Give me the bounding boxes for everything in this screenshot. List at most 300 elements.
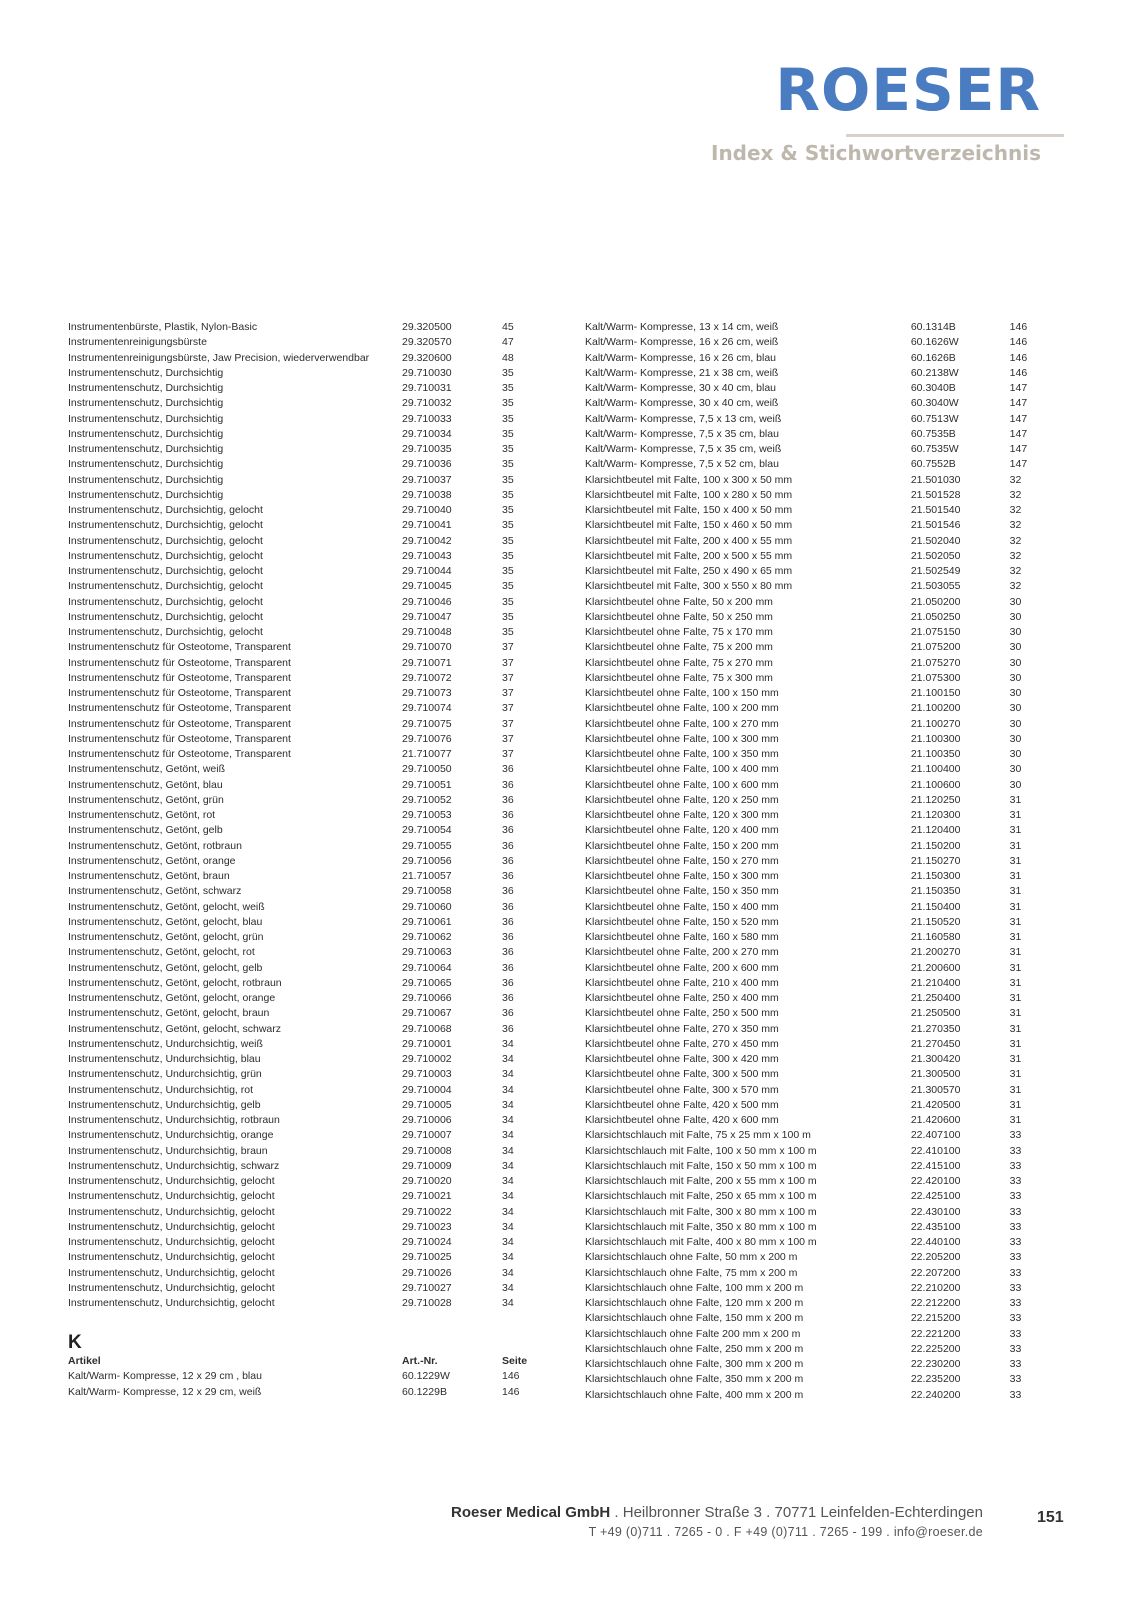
- article-number: 60.1229W: [402, 1370, 450, 1383]
- article-name: Klarsichtschlauch mit Falte, 75 x 25 mm x 100 m: [585, 1129, 811, 1142]
- article-number: 21.150400: [910, 900, 961, 913]
- article-name: Instrumentenschutz, Undurchsichtig, gelocht: [68, 1205, 275, 1218]
- index-row: [585, 1220, 1040, 1235]
- page-ref: 31: [1009, 885, 1022, 898]
- article-number: 22.435100: [910, 1220, 961, 1233]
- article-name: Klarsichtschlauch ohne Falte, 50 mm x 200 m: [585, 1251, 798, 1264]
- page-ref: 34: [502, 1266, 514, 1279]
- article-name: Instrumentenschutz für Osteotome, Transparent: [68, 641, 291, 654]
- index-row: [585, 564, 1040, 579]
- page-ref: 33: [1009, 1159, 1022, 1172]
- article-name: Instrumentenschutz, Durchsichtig, gelocht: [68, 549, 263, 562]
- index-row: [68, 503, 533, 518]
- index-row: [585, 1372, 1040, 1387]
- article-number: 21.120250: [910, 793, 961, 806]
- article-name: Instrumentenschutz, Undurchsichtig, gelocht: [68, 1236, 275, 1248]
- article-name: Instrumentenschutz, Undurchsichtig, gelocht: [68, 1190, 275, 1203]
- index-row: [585, 1174, 1040, 1189]
- article-name: Instrumentenschutz, Undurchsichtig, gelocht: [68, 1251, 275, 1264]
- article-number: 29.710064: [402, 961, 452, 974]
- article-number: 29.710009: [402, 1159, 452, 1172]
- article-number: 29.320600: [402, 351, 452, 364]
- article-name: Klarsichtbeutel ohne Falte, 120 x 300 mm: [585, 809, 779, 821]
- article-number: 29.710074: [402, 702, 452, 715]
- article-number: 60.7535W: [910, 443, 959, 455]
- article-number: 21.150350: [910, 885, 961, 898]
- article-number: 29.710030: [402, 366, 452, 379]
- index-row: [585, 915, 1040, 930]
- article-name: Klarsichtschlauch mit Falte, 200 x 55 mm x 100 m: [585, 1175, 817, 1187]
- article-number: 21.250500: [910, 1007, 961, 1020]
- article-name: Klarsichtbeutel mit Falte, 200 x 500 x 55 mm: [585, 549, 793, 562]
- page-ref: 33: [1009, 1327, 1022, 1340]
- index-row: [585, 869, 1040, 884]
- article-number: 29.710002: [402, 1053, 452, 1065]
- section-header-row: [68, 1354, 533, 1369]
- article-number: 60.1229B: [402, 1385, 447, 1398]
- index-row: [68, 640, 533, 655]
- article-name: Instrumentenschutz, Getönt, gelocht, grün: [68, 931, 264, 943]
- article-number: 29.710075: [402, 717, 452, 730]
- article-number: 21.270450: [910, 1037, 961, 1050]
- index-row: [68, 625, 533, 640]
- article-number: 29.710065: [402, 976, 452, 989]
- page-ref: 36: [502, 946, 514, 959]
- article-number: 29.710048: [402, 626, 452, 638]
- article-number: 29.710001: [402, 1037, 452, 1050]
- article-name: Kalt/Warm- Kompresse, 7,5 x 13 cm, weiß: [585, 412, 782, 425]
- index-row: [68, 1205, 533, 1220]
- company-name: Roeser Medical GmbH: [451, 1504, 611, 1521]
- article-number: 22.230200: [910, 1358, 961, 1370]
- page-ref: 35: [502, 626, 514, 638]
- footer-company: [451, 1503, 983, 1523]
- page-ref: 33: [1009, 1373, 1022, 1386]
- article-number: 21.075270: [910, 656, 961, 669]
- article-name: Klarsichtbeutel ohne Falte, 100 x 600 mm: [585, 778, 779, 791]
- index-row: [585, 640, 1040, 655]
- article-name: Instrumentenschutz für Osteotome, Transparent: [68, 732, 291, 745]
- page-ref: 31: [1009, 1068, 1022, 1081]
- page-ref: 31: [1009, 992, 1022, 1004]
- article-number: 22.205200: [910, 1251, 961, 1264]
- article-number: 21.100400: [910, 763, 961, 776]
- index-row: [68, 396, 533, 411]
- article-name: Instrumentenschutz, Getönt, gelocht, gelb: [68, 961, 263, 974]
- article-name: Klarsichtschlauch ohne Falte, 150 mm x 200 m: [585, 1312, 804, 1325]
- article-name: Klarsichtschlauch ohne Falte 200 mm x 200 m: [585, 1327, 801, 1340]
- index-row: [585, 1037, 1040, 1052]
- index-row: [585, 1235, 1040, 1250]
- index-row: [68, 1189, 533, 1204]
- article-number: 29.710076: [402, 732, 452, 745]
- article-number: 21.100270: [910, 717, 961, 730]
- page-ref: 146: [1009, 336, 1028, 349]
- index-row: [68, 869, 533, 884]
- page-ref: 30: [1009, 732, 1022, 745]
- article-name: Instrumentenschutz, Durchsichtig, gelocht: [68, 580, 263, 593]
- article-number: 29.710041: [402, 519, 452, 532]
- article-name: Klarsichtbeutel mit Falte, 150 x 400 x 50 mm: [585, 504, 793, 516]
- index-row: [68, 884, 533, 899]
- index-row: [68, 1159, 533, 1174]
- page-ref: 31: [1009, 946, 1022, 959]
- index-row: [68, 1250, 533, 1265]
- index-row: [585, 930, 1040, 945]
- article-number: 22.225200: [910, 1342, 961, 1355]
- article-number: 29.320570: [402, 336, 452, 349]
- page-ref: 32: [1009, 580, 1022, 593]
- index-row: [68, 366, 533, 381]
- article-number: 29.710072: [402, 671, 452, 684]
- article-number: 21.502040: [910, 534, 961, 547]
- article-number: 22.420100: [910, 1175, 961, 1187]
- article-number: 29.710020: [402, 1175, 452, 1187]
- index-row: [68, 1128, 533, 1143]
- article-number: 60.3040B: [910, 382, 956, 394]
- index-row: [68, 900, 533, 915]
- index-row: [68, 945, 533, 960]
- article-name: Instrumentenschutz, Getönt, gelocht, braun: [68, 1007, 270, 1020]
- article-number: 29.710032: [402, 397, 452, 410]
- section-letter: K: [68, 1332, 82, 1353]
- page-ref: 34: [502, 1236, 514, 1248]
- page-ref: 33: [1009, 1312, 1022, 1325]
- page-ref: 33: [1009, 1129, 1022, 1142]
- page-ref: 35: [502, 473, 514, 486]
- page-ref: 34: [502, 1068, 514, 1081]
- index-row: [585, 579, 1040, 594]
- page-ref: 33: [1009, 1342, 1022, 1355]
- page-ref: 35: [502, 610, 514, 623]
- page-ref: 34: [502, 1251, 514, 1264]
- index-row: [68, 442, 533, 457]
- index-row: [585, 961, 1040, 976]
- article-number: 29.710073: [402, 687, 452, 699]
- page-ref: 36: [502, 976, 514, 989]
- index-row: [585, 823, 1040, 838]
- article-number: 22.425100: [910, 1190, 961, 1203]
- article-name: Klarsichtbeutel ohne Falte, 100 x 350 mm: [585, 748, 779, 760]
- article-name: Klarsichtbeutel ohne Falte, 75 x 200 mm: [585, 641, 773, 654]
- article-number: 60.7552B: [910, 458, 956, 471]
- article-number: 29.710051: [402, 778, 452, 791]
- index-row: [585, 1296, 1040, 1311]
- page-ref: 31: [1009, 839, 1022, 852]
- article-name: Instrumentenschutz, Durchsichtig, gelocht: [68, 595, 263, 608]
- article-number: 29.710070: [402, 641, 452, 654]
- article-number: 21.150270: [910, 854, 961, 867]
- article-number: 21.300420: [910, 1053, 961, 1065]
- article-number: 21.300500: [910, 1068, 961, 1081]
- article-name: Instrumentenschutz, Durchsichtig: [68, 366, 224, 379]
- page-ref: 37: [502, 671, 514, 684]
- article-number: 29.710025: [402, 1251, 452, 1264]
- article-name: Klarsichtbeutel ohne Falte, 120 x 400 mm: [585, 824, 779, 837]
- index-row: [68, 1052, 533, 1067]
- page-ref: 33: [1009, 1175, 1022, 1187]
- article-name: Klarsichtbeutel ohne Falte, 300 x 570 mm: [585, 1083, 779, 1096]
- article-number: 21.501030: [910, 473, 961, 486]
- article-number: 21.710077: [402, 748, 452, 760]
- index-row: [585, 839, 1040, 854]
- page-ref: 33: [1009, 1358, 1022, 1370]
- page-ref: 31: [1009, 1053, 1022, 1065]
- article-number: 60.3040W: [910, 397, 959, 410]
- page-ref: 36: [502, 824, 514, 837]
- page-ref: 45: [502, 321, 514, 333]
- article-name: Klarsichtbeutel ohne Falte, 120 x 250 mm: [585, 793, 779, 806]
- article-name: Klarsichtbeutel ohne Falte, 150 x 520 mm: [585, 915, 779, 928]
- index-row: [68, 610, 533, 625]
- page-ref: 30: [1009, 671, 1022, 684]
- index-row: [585, 1052, 1040, 1067]
- index-row: [68, 930, 533, 945]
- article-number: 21.200270: [910, 946, 961, 959]
- article-number: 21.120400: [910, 824, 961, 837]
- index-row: [585, 595, 1040, 610]
- index-row: [585, 381, 1040, 396]
- index-row: [585, 778, 1040, 793]
- index-row: [68, 823, 533, 838]
- page-ref: 37: [502, 641, 514, 654]
- page-ref: 31: [1009, 976, 1022, 989]
- page-ref: 34: [502, 1053, 514, 1065]
- article-number: 21.100200: [910, 702, 961, 715]
- article-name: Klarsichtschlauch mit Falte, 400 x 80 mm x 100 m: [585, 1236, 817, 1248]
- article-name: Instrumentenschutz, Undurchsichtig, braun: [68, 1144, 268, 1157]
- page-ref: 34: [502, 1037, 514, 1050]
- article-name: Klarsichtbeutel mit Falte, 150 x 460 x 50 mm: [585, 519, 793, 532]
- article-number: 21.501540: [910, 504, 961, 516]
- page-ref: 30: [1009, 763, 1022, 776]
- page-ref: 35: [502, 382, 514, 394]
- index-row: [585, 1113, 1040, 1128]
- page-ref: 34: [502, 1205, 514, 1218]
- article-name: Instrumentenschutz, Getönt, gelocht, blau: [68, 915, 263, 928]
- article-number: 21.502549: [910, 565, 961, 577]
- article-name: Instrumentenschutz, Getönt, braun: [68, 870, 230, 882]
- article-name: Klarsichtbeutel ohne Falte, 250 x 500 mm: [585, 1007, 779, 1020]
- page-ref: 35: [502, 580, 514, 593]
- page-ref: 31: [1009, 1022, 1022, 1035]
- article-number: 22.235200: [910, 1373, 961, 1386]
- index-row: [585, 1327, 1040, 1342]
- page-ref: 35: [502, 534, 514, 547]
- article-number: 29.710026: [402, 1266, 452, 1279]
- index-row: [68, 1113, 533, 1128]
- section-k: [68, 1332, 533, 1400]
- index-row: [585, 808, 1040, 823]
- index-row: [585, 1098, 1040, 1113]
- article-number: 29.710067: [402, 1007, 452, 1020]
- index-row: [68, 915, 533, 930]
- page-ref: 34: [502, 1083, 514, 1096]
- index-row: [585, 732, 1040, 747]
- article-name: Klarsichtbeutel ohne Falte, 150 x 400 mm: [585, 900, 779, 913]
- page-ref: 30: [1009, 702, 1022, 715]
- article-name: Instrumentenschutz, Durchsichtig, gelocht: [68, 610, 263, 623]
- article-number: 29.710021: [402, 1190, 452, 1203]
- article-name: Klarsichtbeutel mit Falte, 300 x 550 x 80 mm: [585, 580, 793, 593]
- article-number: 21.120300: [910, 809, 961, 821]
- article-name: Klarsichtbeutel ohne Falte, 100 x 150 mm: [585, 687, 779, 699]
- article-number: 29.710058: [402, 885, 452, 898]
- article-number: 60.1626B: [910, 351, 956, 364]
- page-ref: 36: [502, 900, 514, 913]
- article-name: Instrumentenschutz für Osteotome, Transparent: [68, 702, 291, 715]
- index-row: [68, 412, 533, 427]
- article-number: 29.710046: [402, 595, 452, 608]
- article-number: 29.710031: [402, 382, 452, 394]
- article-name: Kalt/Warm- Kompresse, 7,5 x 52 cm, blau: [585, 458, 779, 471]
- index-row: [585, 1022, 1040, 1037]
- page-ref: 31: [1009, 824, 1022, 837]
- page-ref: 31: [1009, 961, 1022, 974]
- page-ref: 146: [1009, 351, 1028, 364]
- article-name: Klarsichtschlauch ohne Falte, 400 mm x 200 m: [585, 1388, 804, 1401]
- index-row: [585, 366, 1040, 381]
- page-ref: 146: [1009, 366, 1028, 379]
- page-ref: 31: [1009, 1007, 1022, 1020]
- article-name: Instrumentenschutz für Osteotome, Transparent: [68, 717, 291, 730]
- index-row: [585, 717, 1040, 732]
- index-row: [68, 564, 533, 579]
- page-ref: 30: [1009, 717, 1022, 730]
- index-row: [68, 457, 533, 472]
- article-name: Instrumentenschutz, Getönt, weiß: [68, 763, 225, 776]
- article-name: Klarsichtbeutel ohne Falte, 150 x 300 mm: [585, 870, 779, 882]
- index-row: [68, 671, 533, 686]
- article-number: 29.710045: [402, 580, 452, 593]
- index-row: [585, 1128, 1040, 1143]
- article-number: 29.710053: [402, 809, 452, 821]
- index-row: [68, 1067, 533, 1082]
- page-ref: 32: [1009, 488, 1022, 501]
- article-number: 21.150300: [910, 870, 961, 882]
- index-row: [585, 518, 1040, 533]
- page-ref: 147: [1009, 427, 1028, 440]
- article-name: Klarsichtbeutel ohne Falte, 150 x 350 mm: [585, 885, 779, 898]
- page-ref: 33: [1009, 1205, 1022, 1218]
- article-name: Instrumentenschutz, Durchsichtig: [68, 458, 224, 471]
- page-ref: 48: [502, 351, 514, 364]
- index-row: [68, 839, 533, 854]
- article-number: 21.100600: [910, 778, 961, 791]
- article-name: Instrumentenschutz, Undurchsichtig, blau: [68, 1053, 261, 1065]
- article-name: Instrumentenschutz, Getönt, gelocht, rot: [68, 946, 255, 959]
- article-number: 21.270350: [910, 1022, 961, 1035]
- page-ref: 36: [502, 915, 514, 928]
- article-number: 21.210400: [910, 976, 961, 989]
- article-number: 29.710062: [402, 931, 452, 943]
- page-ref: 34: [502, 1175, 514, 1187]
- index-row: [68, 579, 533, 594]
- article-number: 60.2138W: [910, 366, 959, 379]
- index-row: [585, 335, 1040, 350]
- article-number: 21.075300: [910, 671, 961, 684]
- article-name: Klarsichtbeutel mit Falte, 200 x 400 x 55 mm: [585, 534, 793, 547]
- index-row: [68, 427, 533, 442]
- index-row: [68, 762, 533, 777]
- article-name: Instrumentenschutz, Undurchsichtig, gelocht: [68, 1220, 275, 1233]
- article-name: Instrumentenschutz, Getönt, gelb: [68, 824, 223, 837]
- article-name: Klarsichtschlauch ohne Falte, 120 mm x 200 m: [585, 1297, 804, 1309]
- article-number: 29.710037: [402, 473, 452, 486]
- page-ref: 35: [502, 565, 514, 577]
- index-row: [585, 1281, 1040, 1296]
- index-row: [68, 854, 533, 869]
- index-row: [585, 1205, 1040, 1220]
- index-row: [68, 717, 533, 732]
- article-name: Klarsichtbeutel ohne Falte, 50 x 250 mm: [585, 610, 773, 623]
- index-row: [68, 1220, 533, 1235]
- index-row: [68, 732, 533, 747]
- index-row: [585, 1250, 1040, 1265]
- article-name: Klarsichtbeutel mit Falte, 250 x 490 x 65 mm: [585, 565, 793, 577]
- article-number: 21.250400: [910, 992, 961, 1004]
- page-ref: 31: [1009, 900, 1022, 913]
- article-number: 29.710036: [402, 458, 452, 471]
- article-name: Klarsichtschlauch mit Falte, 150 x 50 mm x 100 m: [585, 1159, 817, 1172]
- article-name: Instrumentenschutz für Osteotome, Transparent: [68, 687, 291, 699]
- index-row: [585, 1357, 1040, 1372]
- article-name: Klarsichtbeutel ohne Falte, 420 x 500 mm: [585, 1098, 779, 1111]
- article-name: Kalt/Warm- Kompresse, 16 x 26 cm, weiß: [585, 336, 779, 349]
- index-row: [68, 1006, 533, 1021]
- page-ref: 37: [502, 702, 514, 715]
- article-number: 29.710066: [402, 992, 452, 1004]
- index-row: [68, 534, 533, 549]
- index-row: [68, 1385, 533, 1400]
- article-name: Kalt/Warm- Kompresse, 12 x 29 cm, weiß: [68, 1385, 262, 1398]
- article-number: 29.710038: [402, 488, 452, 501]
- article-name: Instrumentenschutz, Undurchsichtig, gelocht: [68, 1175, 275, 1187]
- article-name: Instrumentenschutz, Getönt, rot: [68, 809, 216, 821]
- index-row: [68, 518, 533, 533]
- article-number: 29.710043: [402, 549, 452, 562]
- page-ref: 33: [1009, 1236, 1022, 1248]
- index-row: [585, 1083, 1040, 1098]
- article-number: 29.710047: [402, 610, 452, 623]
- page-ref: 36: [502, 1022, 514, 1035]
- page-ref: 33: [1009, 1251, 1022, 1264]
- page-ref: 147: [1009, 382, 1028, 394]
- page-ref: 32: [1009, 504, 1022, 516]
- page-ref: 36: [502, 870, 514, 882]
- article-name: Instrumentenschutz, Durchsichtig: [68, 412, 224, 425]
- index-row: [585, 549, 1040, 564]
- page-ref: 36: [502, 931, 514, 943]
- index-row: [585, 534, 1040, 549]
- article-name: Instrumentenschutz für Osteotome, Transparent: [68, 748, 291, 760]
- article-number: 22.210200: [910, 1281, 961, 1294]
- article-number: 21.100150: [910, 687, 961, 699]
- article-name: Instrumentenschutz, Durchsichtig: [68, 382, 224, 394]
- article-number: 22.207200: [910, 1266, 961, 1279]
- page-ref: 35: [502, 488, 514, 501]
- index-row: [68, 961, 533, 976]
- page-ref: 31: [1009, 793, 1022, 806]
- article-name: Klarsichtbeutel ohne Falte, 300 x 420 mm: [585, 1053, 779, 1065]
- article-name: Instrumentenschutz, Getönt, gelocht, weiß: [68, 900, 265, 913]
- page-ref: 37: [502, 717, 514, 730]
- index-row: [68, 701, 533, 716]
- page-ref: 30: [1009, 687, 1022, 699]
- article-number: 21.100350: [910, 748, 961, 760]
- index-row: [68, 1144, 533, 1159]
- page-ref: 36: [502, 854, 514, 867]
